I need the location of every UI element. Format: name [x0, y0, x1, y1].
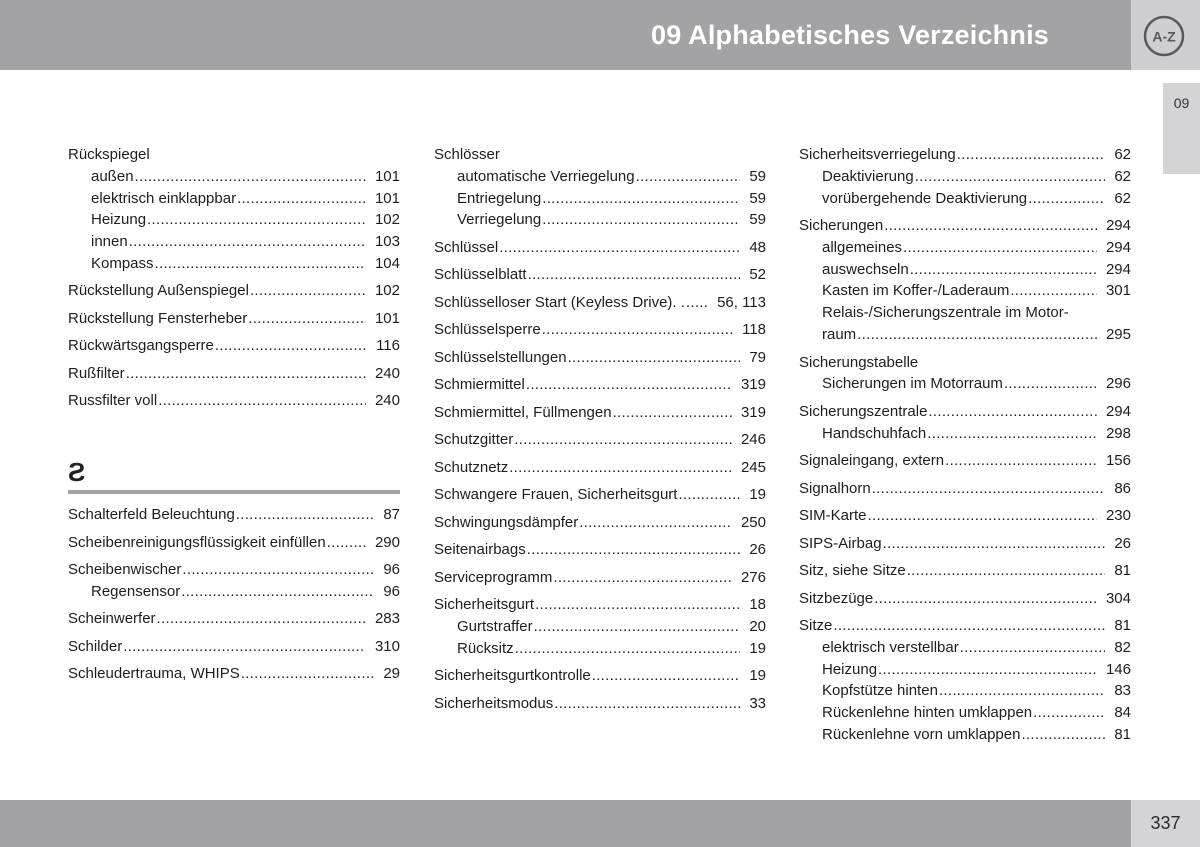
entry-page-ref: 304: [1105, 589, 1131, 607]
index-entry: [434, 429, 766, 451]
index-entry: [68, 144, 400, 166]
index-subentry: [799, 280, 1131, 302]
dot-leader: [939, 680, 1105, 702]
dot-leader: [883, 533, 1106, 555]
entry-term: Rückstellung Fensterheber: [68, 309, 248, 327]
entry-term: Russfilter voll: [68, 392, 158, 410]
entry-term: Gurtstraffer: [457, 617, 533, 635]
entry-term: vorübergehende Deaktivierung: [822, 189, 1028, 207]
dot-leader: [528, 264, 741, 286]
index-subentry: [68, 166, 400, 188]
entry-page-ref: 319: [740, 376, 766, 394]
index-subentry: [68, 209, 400, 231]
dot-leader: [241, 663, 375, 685]
dot-leader: [526, 374, 732, 396]
dot-leader: [833, 615, 1105, 637]
entry-page-ref: 29: [383, 665, 400, 683]
dot-leader: [509, 457, 732, 479]
index-entry: [799, 505, 1131, 527]
index-subentry: [68, 188, 400, 210]
entry-term: elektrisch einklappbar: [91, 189, 237, 207]
entry-page-ref: 59: [749, 211, 766, 229]
index-subentry: [799, 188, 1131, 210]
entry-term: Sitzbezüge: [799, 589, 874, 607]
entry-term: außen: [91, 167, 134, 185]
index-entry: [434, 457, 766, 479]
entry-page-ref: 48: [749, 238, 766, 256]
dot-leader: [872, 478, 1106, 500]
entry-term: Schlüsselstellungen: [434, 348, 567, 366]
entry-page-ref: 245: [740, 458, 766, 476]
index-entry: [68, 636, 400, 658]
entry-term: Sitz, siehe Sitze: [799, 562, 906, 580]
index-subentry: [434, 638, 766, 660]
entry-page-ref: 102: [374, 282, 400, 300]
dot-leader: [535, 594, 740, 616]
entry-term: Schlösser: [434, 146, 500, 163]
entry-page-ref: 118: [742, 321, 766, 339]
index-entry: [434, 512, 766, 534]
dot-leader: [903, 237, 1097, 259]
index-entry: [799, 588, 1131, 610]
entry-page-ref: 52: [749, 266, 766, 284]
entry-page-ref: 104: [374, 254, 400, 272]
dot-leader: [878, 659, 1097, 681]
index-subentry: [434, 209, 766, 231]
dot-leader: [514, 429, 732, 451]
dot-leader: [579, 512, 732, 534]
entry-page-ref: 19: [749, 639, 766, 657]
entry-term: Schwingungsdämpfer: [434, 513, 579, 531]
index-entry: [434, 374, 766, 396]
index-subentry: [799, 373, 1131, 395]
entry-term: Regensensor: [91, 582, 181, 600]
entry-term: Rückwärtsgangsperre: [68, 337, 214, 355]
dot-leader: [910, 259, 1097, 281]
entry-term: Sicherheitsgurt: [434, 596, 535, 614]
index-entry: [434, 693, 766, 715]
entry-page-ref: 20: [749, 617, 766, 635]
entry-term: Kasten im Koffer-/Laderaum: [822, 282, 1010, 300]
entry-page-ref: 81: [1114, 562, 1131, 580]
index-subentry: [799, 637, 1131, 659]
entry-page-ref: 26: [1114, 534, 1131, 552]
dot-leader: [515, 638, 741, 660]
index-column-3: [799, 144, 1131, 746]
index-entry: [799, 615, 1131, 637]
dot-leader: [534, 616, 741, 638]
dot-leader: [686, 292, 708, 314]
entry-term: Scheinwerfer: [68, 610, 156, 628]
entry-term: Sicherheitsgurtkontrolle: [434, 667, 591, 685]
entry-term: Entriegelung: [457, 189, 542, 207]
entry-term: allgemeines: [822, 238, 903, 256]
dot-leader: [157, 608, 366, 630]
entry-page-ref: 26: [749, 541, 766, 559]
entry-page-ref: 301: [1105, 282, 1131, 300]
dot-leader: [527, 539, 741, 561]
index-entry: [434, 292, 766, 314]
az-label: A-Z: [1152, 28, 1176, 45]
entry-term: Sicherungstabelle: [799, 353, 919, 371]
dot-leader: [945, 450, 1097, 472]
entry-term: Schalterfeld Beleuchtung: [68, 506, 235, 524]
entry-term: Signaleingang, extern: [799, 452, 945, 470]
entry-page-ref: 96: [383, 561, 400, 579]
dot-leader: [1021, 724, 1105, 746]
entry-term: Heizung: [822, 660, 878, 678]
entry-page-ref: 116: [376, 337, 400, 355]
entry-page-ref: 86: [1114, 479, 1131, 497]
entry-term: SIM-Karte: [799, 507, 867, 525]
index-column-2: [434, 144, 766, 715]
index-entry: [799, 352, 1131, 374]
entry-page-ref: 62: [1114, 167, 1131, 185]
dot-leader: [907, 560, 1106, 582]
entry-term: Verriegelung: [457, 211, 542, 229]
entry-term: Schmiermittel, Füllmengen: [434, 403, 612, 421]
index-entry: [799, 478, 1131, 500]
entry-page-ref: 103: [374, 233, 400, 251]
entry-page-ref: 283: [374, 610, 400, 628]
dot-leader: [236, 504, 375, 526]
index-entry: [68, 390, 400, 412]
entry-page-ref: 59: [749, 167, 766, 185]
entry-page-ref: 33: [749, 694, 766, 712]
index-subentry: [799, 659, 1131, 681]
entry-page-ref: 96: [383, 582, 400, 600]
index-subentry: [799, 259, 1131, 281]
dot-leader: [135, 166, 366, 188]
entry-term: Deaktivierung: [822, 167, 914, 185]
dot-leader: [636, 166, 741, 188]
dot-leader: [129, 231, 366, 253]
entry-term: Rücksitz: [457, 639, 514, 657]
letter-section-header: [68, 458, 400, 494]
dot-leader: [960, 637, 1106, 659]
entry-term: Serviceprogramm: [434, 568, 553, 586]
dot-leader: [857, 324, 1097, 346]
entry-page-ref: 294: [1105, 238, 1131, 256]
index-subentry: [799, 680, 1131, 702]
index-entry: [68, 280, 400, 302]
entry-term: Sicherheitsverriegelung: [799, 146, 956, 163]
dot-leader: [237, 188, 366, 210]
index-subentry: [68, 231, 400, 253]
section-letter: S: [68, 457, 86, 488]
index-entry: [434, 484, 766, 506]
dot-leader: [927, 423, 1097, 445]
index-subentry: [799, 237, 1131, 259]
dot-leader: [915, 166, 1106, 188]
entry-term: Schutznetz: [434, 458, 509, 476]
index-subentry: [434, 166, 766, 188]
entry-page-ref: 84: [1114, 704, 1131, 722]
entry-page-ref: 246: [740, 431, 766, 449]
header-bar: [0, 0, 1131, 70]
dot-leader: [874, 588, 1097, 610]
entry-term: Schlüssel: [434, 238, 499, 256]
entry-term: Kompass: [91, 254, 154, 272]
entry-term: auswechseln: [822, 260, 909, 278]
dot-leader: [568, 347, 741, 369]
index-entry: [68, 335, 400, 357]
index-entry: [799, 533, 1131, 555]
entry-term: Schmiermittel: [434, 376, 525, 394]
index-entry: [434, 539, 766, 561]
entry-page-ref: 294: [1105, 402, 1131, 420]
entry-term: Schwangere Frauen, Sicherheitsgurt: [434, 486, 678, 504]
dot-leader: [123, 636, 366, 658]
entry-page-ref: 62: [1114, 146, 1131, 163]
entry-term: Sitze: [799, 617, 833, 635]
entry-page-ref: 102: [374, 211, 400, 229]
entry-page-ref: 294: [1105, 260, 1131, 278]
index-entry: [799, 144, 1131, 166]
entry-term: Rückspiegel: [68, 146, 150, 163]
entry-term: Scheibenreinigungsflüssigkeit einfüllen: [68, 533, 326, 551]
index-entry: [434, 264, 766, 286]
entry-term: Relais-/Sicherungszentrale im Motor-: [822, 304, 1069, 322]
index-subentry: [68, 581, 400, 603]
dot-leader: [592, 665, 741, 687]
entry-term: elektrisch verstellbar: [822, 638, 959, 656]
index-entry: [434, 347, 766, 369]
entry-page-ref: 294: [1105, 217, 1131, 235]
entry-term: Handschuhfach: [822, 424, 927, 442]
entry-page-ref: 240: [374, 364, 400, 382]
index-entry: [434, 237, 766, 259]
dot-leader: [182, 559, 374, 581]
az-index-icon: [1142, 14, 1186, 58]
index-entry: [68, 504, 400, 526]
entry-page-ref: 298: [1105, 424, 1131, 442]
dot-leader: [327, 532, 366, 554]
index-subentry: [799, 324, 1131, 346]
entry-page-ref: 290: [374, 533, 400, 551]
index-subentry: [799, 302, 1131, 324]
entry-term: Schlüsselsperre: [434, 321, 541, 339]
entry-page-ref: 82: [1114, 638, 1131, 656]
section-divider: [68, 490, 400, 494]
dot-leader: [248, 308, 366, 330]
dot-leader: [126, 363, 366, 385]
dot-leader: [553, 567, 732, 589]
entry-term: Rückenlehne vorn umklappen: [822, 726, 1021, 743]
entry-page-ref: 250: [740, 513, 766, 531]
index-entry: [68, 663, 400, 685]
index-entry: [68, 608, 400, 630]
entry-term: raum: [822, 326, 857, 344]
entry-term: Rückenlehne hinten umklappen: [822, 704, 1033, 722]
dot-leader: [928, 401, 1097, 423]
dot-leader: [1033, 702, 1105, 724]
index-subentry: [799, 702, 1131, 724]
index-subentry: [434, 616, 766, 638]
entry-term: automatische Verriegelung: [457, 167, 635, 185]
dot-leader: [147, 209, 366, 231]
footer-bar: [0, 800, 1131, 847]
entry-term: Kopfstütze hinten: [822, 682, 938, 700]
entry-page-ref: 59: [749, 189, 766, 207]
index-entry: [799, 401, 1131, 423]
entry-page-ref: 19: [749, 486, 766, 504]
dot-leader: [678, 484, 740, 506]
index-entry: [799, 215, 1131, 237]
dot-leader: [868, 505, 1097, 527]
index-subentry: [799, 423, 1131, 445]
entry-page-ref: 83: [1114, 682, 1131, 700]
entry-page-ref: 18: [749, 596, 766, 614]
entry-term: Sicherungen: [799, 217, 884, 235]
dot-leader: [554, 693, 740, 715]
dot-leader: [1028, 188, 1105, 210]
index-subentry: [799, 724, 1131, 746]
chapter-tab: [1163, 83, 1200, 174]
entry-page-ref: 101: [374, 189, 400, 207]
entry-page-ref: 101: [374, 167, 400, 185]
dot-leader: [542, 209, 740, 231]
entry-term: Rußfilter: [68, 364, 125, 382]
index-entry: [68, 532, 400, 554]
entry-page-ref: 87: [383, 506, 400, 524]
dot-leader: [1010, 280, 1097, 302]
dot-leader: [542, 188, 740, 210]
dot-leader: [181, 581, 374, 603]
entry-term: Schutzgitter: [434, 431, 514, 449]
entry-term: innen: [91, 233, 128, 251]
entry-term: Signalhorn: [799, 479, 871, 497]
entry-page-ref: 81: [1114, 726, 1131, 743]
dot-leader: [158, 390, 366, 412]
entry-page-ref: 230: [1105, 507, 1131, 525]
entry-page-ref: 79: [749, 348, 766, 366]
page-title: 09 Alphabetisches Verzeichnis: [651, 20, 1049, 50]
index-subentry: [434, 188, 766, 210]
entry-term: Sicherheitsmodus: [434, 694, 554, 712]
index-entry: [799, 450, 1131, 472]
entry-term: SIPS-Airbag: [799, 534, 882, 552]
entry-term: Heizung: [91, 211, 147, 229]
index-entry: [434, 567, 766, 589]
index-subentry: [799, 166, 1131, 188]
dot-leader: [1004, 373, 1097, 395]
chapter-tab-label: 09: [1173, 95, 1190, 111]
dot-leader: [613, 402, 732, 424]
entry-page-ref: 56, 113: [717, 293, 766, 311]
entry-page-ref: 319: [740, 403, 766, 421]
entry-term: Schlüsselblatt: [434, 266, 527, 284]
dot-leader: [542, 319, 733, 341]
dot-leader: [155, 253, 366, 275]
index-entry: [434, 665, 766, 687]
index-subentry: [68, 253, 400, 275]
index-entry: [68, 559, 400, 581]
entry-term: Seitenairbags: [434, 541, 526, 559]
index-entry: [434, 319, 766, 341]
entry-term: Scheibenwischer: [68, 561, 182, 579]
entry-page-ref: 81: [1114, 617, 1131, 635]
entry-page-ref: 295: [1105, 326, 1131, 344]
entry-page-ref: 276: [740, 568, 766, 586]
entry-page-ref: 310: [374, 637, 400, 655]
entry-term: Schlüsselloser Start (Keyless Drive). .: [434, 293, 685, 311]
index-column-1: [68, 144, 400, 685]
entry-term: Schilder: [68, 637, 123, 655]
dot-leader: [250, 280, 366, 302]
entry-page-ref: 62: [1114, 189, 1131, 207]
index-entry: [799, 560, 1131, 582]
index-entry: [434, 594, 766, 616]
entry-page-ref: 101: [374, 309, 400, 327]
index-entry: [434, 402, 766, 424]
entry-term: Rückstellung Außenspiegel: [68, 282, 249, 300]
entry-page-ref: 19: [749, 667, 766, 685]
entry-term: Schleudertrauma, WHIPS: [68, 665, 240, 683]
entry-term: Sicherungszentrale: [799, 402, 928, 420]
entry-page-ref: 240: [374, 392, 400, 410]
dot-leader: [957, 144, 1106, 166]
dot-leader: [884, 215, 1097, 237]
entry-page-ref: 296: [1105, 375, 1131, 393]
index-entry: [68, 308, 400, 330]
index-entry: [434, 144, 766, 166]
entry-page-ref: 156: [1105, 452, 1131, 470]
dot-leader: [215, 335, 367, 357]
index-entry: [68, 363, 400, 385]
entry-page-ref: 146: [1105, 660, 1131, 678]
entry-term: Sicherungen im Motorraum: [822, 375, 1003, 393]
page-number: 337: [1131, 800, 1200, 847]
dot-leader: [499, 237, 740, 259]
